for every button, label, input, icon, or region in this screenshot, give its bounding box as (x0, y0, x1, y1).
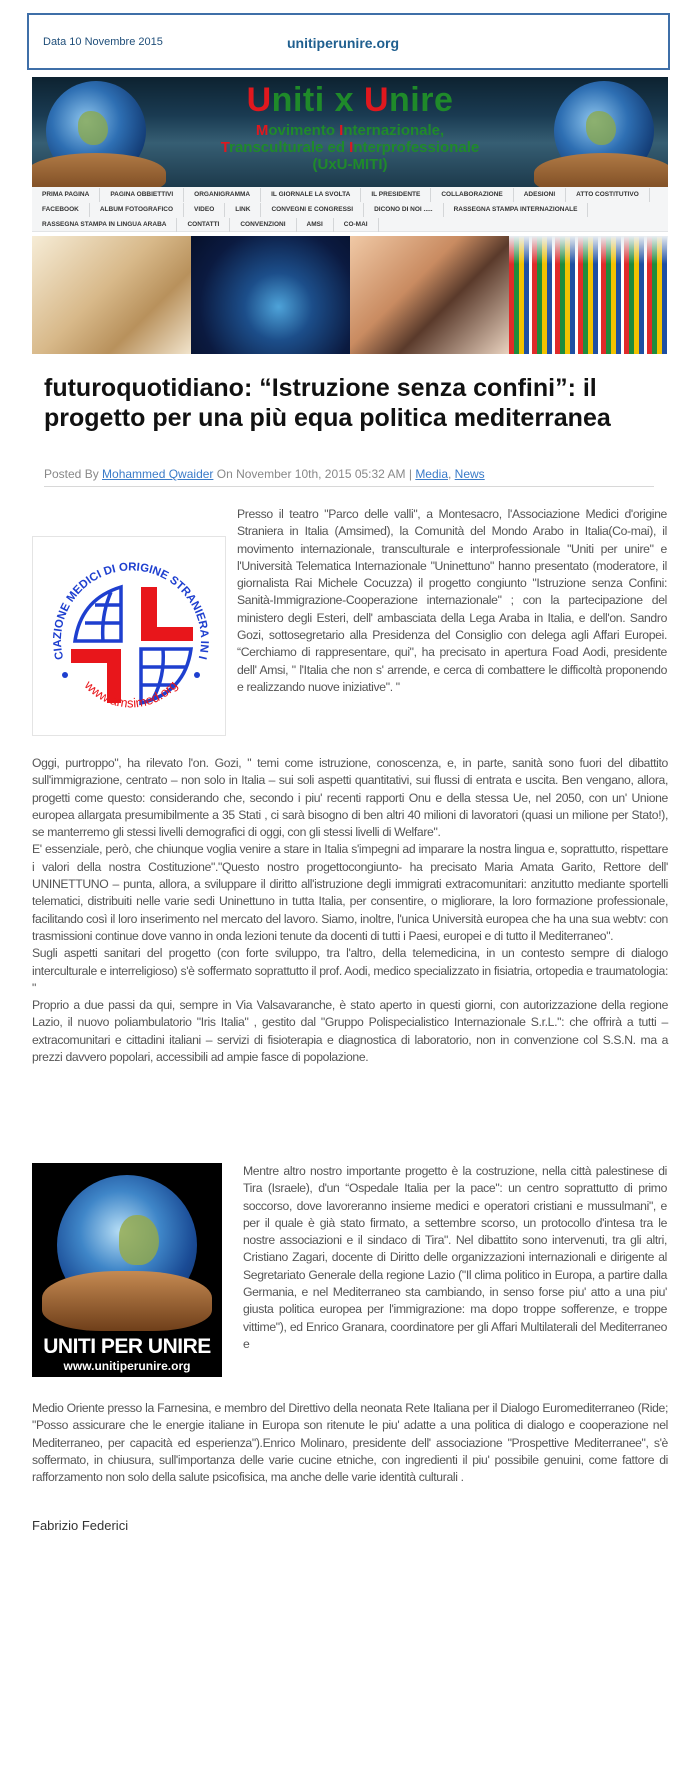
globe-grid-icon (75, 587, 121, 641)
nav-item-link[interactable]: LINK (225, 203, 261, 217)
banner-subtitle-line2 (32, 139, 668, 156)
banner-subtitle-line1 (32, 122, 668, 139)
byline-posted-by: Posted By (44, 467, 103, 481)
hands-icon (42, 1271, 212, 1331)
photo-strip (32, 236, 668, 354)
category-link-media[interactable]: Media (415, 467, 448, 481)
header-site-name[interactable]: unitiperunire.org (287, 35, 399, 51)
header-date: Data 10 Novembre 2015 (43, 36, 163, 48)
dot-icon (62, 672, 68, 678)
banner-title (32, 81, 668, 120)
banner-initial: M (255, 122, 269, 139)
article-body-section (32, 755, 668, 1066)
nav-item-album-fotografico[interactable]: ALBUM FOTOGRAFICO (90, 203, 184, 217)
nav-item-rassegna-stampa-araba[interactable]: RASSEGNA STAMPA IN LINGUA ARABA (32, 218, 177, 232)
nav-row (32, 218, 379, 232)
site-banner (32, 77, 668, 187)
author-link[interactable]: Mohammed Qwaider (102, 467, 214, 481)
nav-item-organigramma[interactable]: ORGANIGRAMMA (184, 188, 261, 202)
article-paragraph: Proprio a due passi da qui, sempre in Via Valsavaranche, è stato aperto in questi giorni, con autorizzazione della regione Lazio, il nuovo poliambulatorio "Iris Italia" , gestito dal "Gruppo Polispecialistico Internazionale S.r.L.": che offrirà a tutti – extracomunitari e cittadini italiani – servizi di fisioterapia e diagnostica di laboratorio, non in convenzione col S.S.N. ma a prezzi davvero popolari, accessibili ad ampie fasce di popolazione. (32, 998, 668, 1065)
nav-item-collaborazione[interactable]: COLLABORAZIONE (431, 188, 513, 202)
nav-row (32, 188, 650, 202)
article-paragraph: Oggi, purtroppo", ha rilevato l'on. Gozi, " temi come istruzione, conoscenza, e, in parte, sanità sono fuori del dibattito sull'immigrazione, centrato – non solo in Italia – sui soli aspetti quantitativi, sui flussi di entrata e uscita. Ben vengano, allora, progetti come questo: considerando che, secondo i piu' recenti rapporti Onu e della stessa Ue, nel 2050, con un' Unione europea allargata presumibilmente a 35 Stati , ci sarà bisogno di ben altri 40 milioni di lavoratori (quasi un milione per Stato!), se manterremo gli stessi livelli demografici di oggi, con gli stessi livelli di Welfare". (32, 756, 668, 840)
nav-item-adesioni[interactable]: ADESIONI (514, 188, 566, 202)
banner-title-initial: U (246, 81, 272, 119)
divider (44, 486, 654, 487)
article-byline (44, 467, 485, 481)
banner-title-part: nire (389, 81, 454, 119)
article-paragraph: Medio Oriente presso la Farnesina, e membro del Direttivo della neonata Rete Italiana per il Dialogo Euromediterraneo (Ride; "Posso assicurare che le energie italiane in Europa son ritenute le piu' adatte a una politica di dialogo e cooperazione nel Mediterraneo, per capacità ed esperienza").Enrico Molinaro, presidente dell' associazione "Prospettive Mediterranee", s'è soffermato, in chiusura, sull'importanza delle varie cucine etniche, con ingredienti il piu' possibile genuini, come fattore di rafforzamento non solo della salute psicofisica, ma anche delle varie identità culturali . (32, 1401, 668, 1485)
nav-item-convenzioni[interactable]: CONVENZIONI (230, 218, 296, 232)
photo-flags (509, 236, 668, 354)
uniti-per-unire-logo (32, 1163, 222, 1377)
photo-stethoscope-globe (191, 236, 350, 354)
nav-item-amsi[interactable]: AMSI (297, 218, 334, 232)
category-link-news[interactable]: News (454, 467, 485, 481)
uniti-logo-url: www.unitiperunire.org (63, 1359, 191, 1373)
banner-initial: I (339, 122, 344, 139)
header-box (27, 13, 670, 70)
nav-item-prima-pagina[interactable]: PRIMA PAGINA (32, 188, 100, 202)
banner-text: nterprofessionale (353, 139, 480, 156)
nav-item-convegni-e-congressi[interactable]: CONVEGNI E CONGRESSI (261, 203, 364, 217)
amsimed-logo (32, 536, 226, 736)
banner-initial: I (349, 139, 354, 156)
uniti-logo-name: UNITI PER UNIRE (43, 1335, 211, 1358)
byline-separator: , (448, 467, 455, 481)
dot-icon (194, 672, 200, 678)
nav-item-atto-costitutivo[interactable]: ATTO COSTITUTIVO (566, 188, 650, 202)
nav-item-dicono-di-noi[interactable]: DICONO DI NOI ..... (364, 203, 444, 217)
main-navigation (32, 187, 668, 232)
nav-item-facebook[interactable]: FACEBOOK (32, 203, 90, 217)
amsimed-logo-graphic (33, 537, 227, 737)
banner-text: ovimento (268, 122, 340, 139)
article-paragraph: Presso il teatro "Parco delle valli", a Montesacro, l'Associazione Medici d'origine Straniera in Italia (Amsimed), la Comunità del Mondo Arabo in Italia(Co-mai), il movimento internazionale, transculturale e interprofessionale "Uniti per unire" e l'Università Telematica Internazionale "Uninettuno" hanno presentato (moderatore, il giornalista Rai Michele Cocuzza) il progetto congiunto "Istruzione senza Confini: Sanità-Immigrazione-Cooperazione internazionale" ; con la partecipazione del ministero degli Esteri, dell' ambasciata della Lega Araba in Italia, e dell'on. Sandro Gozi, sottosegretario alla Presidenza del Consiglio con delega agli Affari Europei. “Cerchiamo di rappresentare, qui", ha precisato in apertura Foad Aodi, presidente dell' Amsi, " l'Italia che non s' arrende, e cerca di combattere le difficoltà proponendo e realizzando nuove iniziative". " (237, 507, 667, 694)
nav-item-video[interactable]: VIDEO (184, 203, 225, 217)
article-title: futuroquotidiano: “Istruzione senza confini”: il progetto per una più equa politica mediterranea (44, 374, 611, 432)
nav-item-contatti[interactable]: CONTATTI (177, 218, 230, 232)
nav-item-il-presidente[interactable]: IL PRESIDENTE (361, 188, 431, 202)
banner-text: ransculturale ed (229, 139, 350, 156)
banner-initial: T (220, 139, 230, 156)
nav-item-il-giornale-la-svolta[interactable]: IL GIORNALE LA SVOLTA (261, 188, 361, 202)
banner-title-initial: U (363, 81, 390, 119)
amsimed-ring-text: CIAZIONE MEDICI DI ORIGINE STRANIERA IN I (51, 561, 211, 661)
banner-text: nternazionale, (343, 122, 445, 139)
banner-subtitle-line3: (UxU-MITI) (312, 156, 388, 173)
photo-handshake (32, 236, 191, 354)
photo-group-people (350, 236, 509, 354)
nav-item-co-mai[interactable]: CO-MAI (334, 218, 379, 232)
byline-date: On November 10th, 2015 05:32 AM | (213, 467, 416, 481)
article-signature: Fabrizio Federici (32, 1518, 129, 1533)
article-paragraph: E' essenziale, però, che chiunque voglia venire a stare in Italia s'impegni ad imparare la nostra lingua e, soprattutto, rispettare i valori della nostra Costituzione"."Questo nostro progettocongiunto- ha precisato Maria Amata Garito, Rettore dell' UNINETTUNO – punta, allora, a sviluppare il diritto all'istruzione degli immigrati extracomunitari: anzitutto mediante sportelli telematici, distribuiti nelle varie sedi Uninettuno in tutta Italia, per consentire, o migliorare, la loro formazione professionale, facilitando così il loro inserimento nel mercato del lavoro. Siamo, inoltre, l'unica Università europea che ha una sua webtv: con trasmissioni continue dove vanno in onda lezioni tenute da docenti di tutti i Paesi, europei e di tutto il Mediterraneo". (32, 842, 668, 943)
nav-row (32, 203, 588, 217)
article-paragraph: Mentre altro nostro importante progetto è la costruzione, nella città palestinese di Tira (Israele), d'un “Ospedale Italia per la pace": un centro soprattutto di primo soccorso, dove lavoreranno insieme medici e operatori cristiani e mussulmani", e per il quale è già stato firmato, a settembre scorso, un protocollo d'intesa tra le nostre associazioni e il sindaco di Tira". Nel dibattito sono intervenuti, tra gli altri, Cristiano Zagari, docente di Diritto delle organizzazioni internazionali e dirigente al Segretariato Generale della regione Lazio ("Il clima politico in Europa, a partire dalla Germania, e nel Mediterraneo sta cambiando, in senso forse piu' atto a una piu' giusta politica europea per l'immigrazione: ma dopo troppe sofferenze, e troppe vittime"), ed Enrico Granara, coordinatore per gli Affari Multilaterali del Mediterraneo e (243, 1164, 667, 1351)
banner-title-part: niti x (271, 81, 364, 119)
nav-item-rassegna-stampa-internazionale[interactable]: RASSEGNA STAMPA INTERNAZIONALE (444, 203, 589, 217)
article-paragraph: Sugli aspetti sanitari del progetto (con forte sviluppo, tra l'altro, della telemedicina, in un contesto sempre di dialogo interculturale e interreligioso) s'è soffermato soprattutto il prof. Aodi, medico specializzato in fisiatria, ortopedia e traumatologia: " (32, 946, 668, 995)
amsimed-url: www.amsimed.org (81, 677, 181, 711)
nav-item-pagina-obbiettivi[interactable]: PAGINA OBBIETTIVI (100, 188, 184, 202)
